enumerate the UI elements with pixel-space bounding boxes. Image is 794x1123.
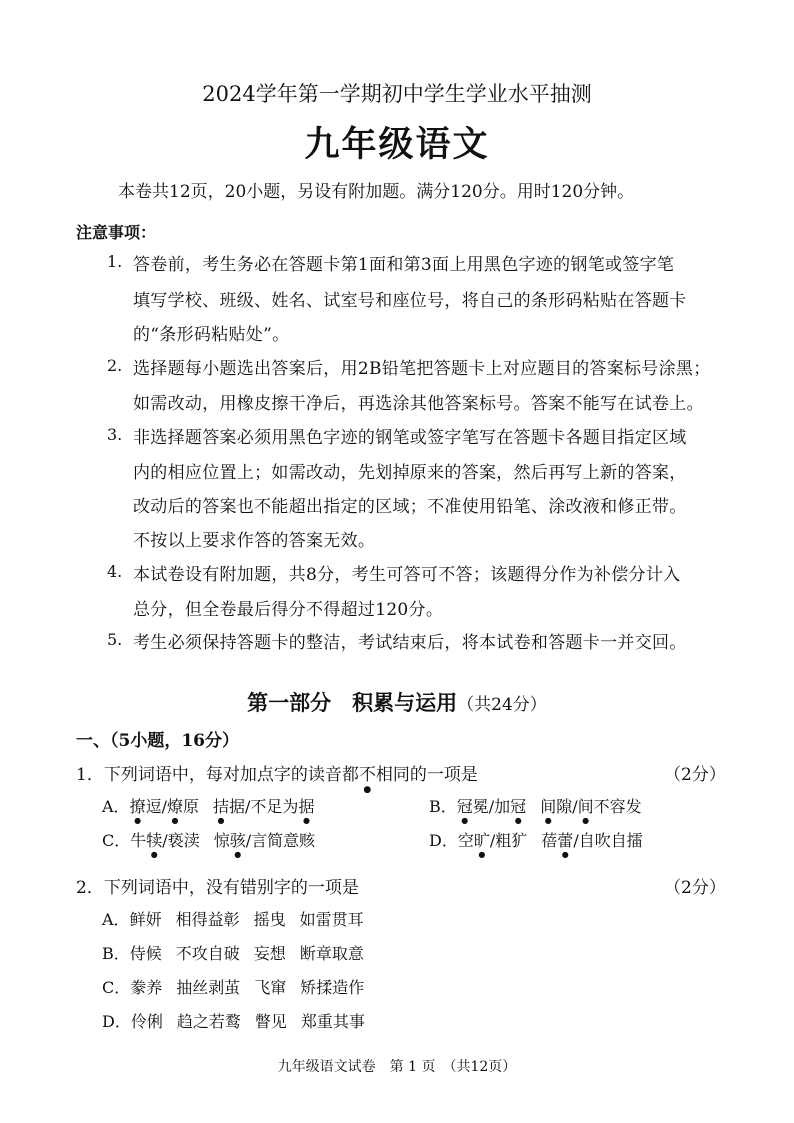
option-word: 飞窜 — [254, 978, 287, 997]
option-word: 郑重其事 — [300, 1012, 365, 1031]
dotted-char: 间 — [540, 797, 557, 816]
question-2-stem: 2．下列词语中，没有错别字的一项是 — [76, 878, 359, 898]
option-text: 不容发 — [593, 797, 642, 816]
dotted-char: 蕾 — [557, 831, 574, 850]
option-word: 趋之若鹜 — [176, 1012, 241, 1031]
option-word: 侍候 — [129, 944, 162, 963]
option-text: /言简意赅 — [245, 831, 316, 850]
notice-item-3-number: 3. — [107, 425, 123, 444]
question-2-option-b — [102, 941, 364, 964]
notice-item-2-line-1: 选择题每小题选出答案后，用2B铅笔把答题卡上对应题目的答案标号涂黑； — [133, 359, 711, 379]
dotted-char: 撩 — [129, 797, 146, 816]
notice-item-1-line-2: 填写学校、班级、姓名、试室号和座位号，将自己的条形码粘贴在答题卡 — [133, 291, 687, 311]
notice-item-3-line-2: 内的相应位置上；如需改动，先划掉原来的答案，然后再写上新的答案， — [133, 463, 687, 483]
notice-heading: 注意事项： — [76, 223, 157, 242]
notice-item-4-line-1: 本试卷设有附加题，共8分，考生可答可不答；该题得分作为补偿分计入 — [133, 565, 681, 585]
notice-item-2-line-2: 如需改动，用橡皮擦干净后，再选涂其他答案标号。答案不能写在试卷上。 — [133, 394, 704, 414]
question-1-stem-dotted: 不 — [358, 765, 376, 785]
option-text: 空 — [457, 831, 474, 850]
option-letter: C． — [102, 831, 131, 850]
option-text: 逗/ — [145, 797, 167, 816]
part-title-text: 第一部分 积累与运用 — [247, 690, 458, 715]
dotted-char: 拮 — [213, 797, 230, 816]
notice-item-4-number: 4. — [107, 562, 123, 581]
question-1-option-d — [429, 828, 643, 859]
option-letter: A． — [102, 910, 130, 929]
question-1-stem-post: 相同的一项是 — [375, 765, 478, 785]
question-1-option-a — [102, 794, 314, 825]
option-word: 矫揉造作 — [300, 978, 365, 997]
notice-item-1-number: 1. — [107, 252, 123, 271]
question-2-option-c — [102, 975, 364, 998]
option-text: 隙/ — [556, 797, 578, 816]
notice-item-2-number: 2. — [107, 356, 123, 375]
option-word: 妄想 — [253, 944, 286, 963]
option-word: 如雷贯耳 — [299, 910, 364, 929]
option-letter: D． — [429, 831, 458, 850]
option-word: 断章取意 — [299, 944, 364, 963]
question-2-option-d — [102, 1009, 365, 1032]
option-text: /粗犷 — [489, 831, 528, 850]
dotted-char: 旷 — [473, 831, 490, 850]
question-1-score: （2分） — [664, 765, 726, 785]
option-word: 抽丝剥茧 — [176, 978, 241, 997]
option-text: 蓓 — [541, 831, 558, 850]
dotted-char: 犊 — [146, 831, 163, 850]
option-letter: B． — [429, 797, 457, 816]
notice-item-5-line-1: 考生必须保持答题卡的整洁，考试结束后，将本试卷和答题卡一并交回。 — [133, 633, 687, 653]
option-text: /亵渎 — [162, 831, 200, 850]
option-letter: A． — [102, 797, 130, 816]
option-word: 不攻自破 — [175, 944, 240, 963]
dotted-char: 冠 — [456, 797, 473, 816]
part-title — [0, 687, 794, 717]
question-1-stem-pre: 1．下列词语中，每对加点字的读音都 — [76, 765, 359, 785]
question-1-stem — [76, 760, 478, 795]
exam-summary: 本卷共12页，20小题，另设有附加题。满分120分。用时120分钟。 — [118, 182, 635, 202]
option-letter: C． — [102, 978, 131, 997]
section-title: 一、（5小题，16分） — [76, 731, 239, 751]
option-letter: B． — [102, 944, 130, 963]
dotted-char: 据 — [298, 797, 315, 816]
option-text: 牛 — [130, 831, 147, 850]
subject-title: 九年级语文 — [304, 124, 490, 165]
option-letter: D． — [102, 1012, 131, 1031]
notice-item-3-line-3: 改动后的答案也不能超出指定的区域；不准使用铅笔、涂改液和修正带。 — [133, 497, 687, 517]
part-points: （共24分） — [457, 695, 547, 715]
question-2-option-a — [102, 907, 364, 930]
notice-item-1-line-3: 的“条形码粘贴处”。 — [133, 325, 290, 345]
option-text: /自吹自擂 — [573, 831, 643, 850]
notice-item-1-line-1: 答卷前，考生务必在答题卡第1面和第3面上用黑色字迹的钢笔或签字笔 — [133, 255, 675, 275]
dotted-char: 燎 — [166, 797, 183, 816]
dotted-char: 骇 — [229, 831, 246, 850]
question-2-score: （2分） — [664, 878, 726, 898]
page-footer: 九年级语文试卷 第 1 页 （共12页） — [277, 1059, 517, 1075]
question-1-option-c — [102, 828, 315, 859]
dotted-char: 冠 — [510, 797, 527, 816]
dotted-char: 间 — [577, 797, 594, 816]
notice-item-5-number: 5. — [107, 630, 123, 649]
option-text: 据/不足为 — [229, 797, 299, 816]
exam-title: 2024学年第一学期初中学生学业水平抽测 — [202, 82, 592, 106]
option-word: 瞥见 — [254, 1012, 287, 1031]
option-word: 伶俐 — [130, 1012, 163, 1031]
option-word: 相得益彰 — [175, 910, 240, 929]
notice-item-4-line-2: 总分，但全卷最后得分不得超过120分。 — [133, 600, 444, 620]
option-word: 鲜妍 — [129, 910, 162, 929]
question-1-option-b — [429, 794, 642, 825]
option-word: 豢养 — [130, 978, 163, 997]
notice-item-3-line-1: 非选择题答案必须用黑色字迹的钢笔或签字笔写在答题卡各题目指定区域 — [133, 428, 687, 448]
option-word: 摇曳 — [253, 910, 286, 929]
option-text: 冕/加 — [472, 797, 511, 816]
option-text: 原 — [183, 797, 200, 816]
option-text: 惊 — [213, 831, 230, 850]
notice-item-3-line-4: 不按以上要求作答的答案无效。 — [133, 531, 376, 551]
